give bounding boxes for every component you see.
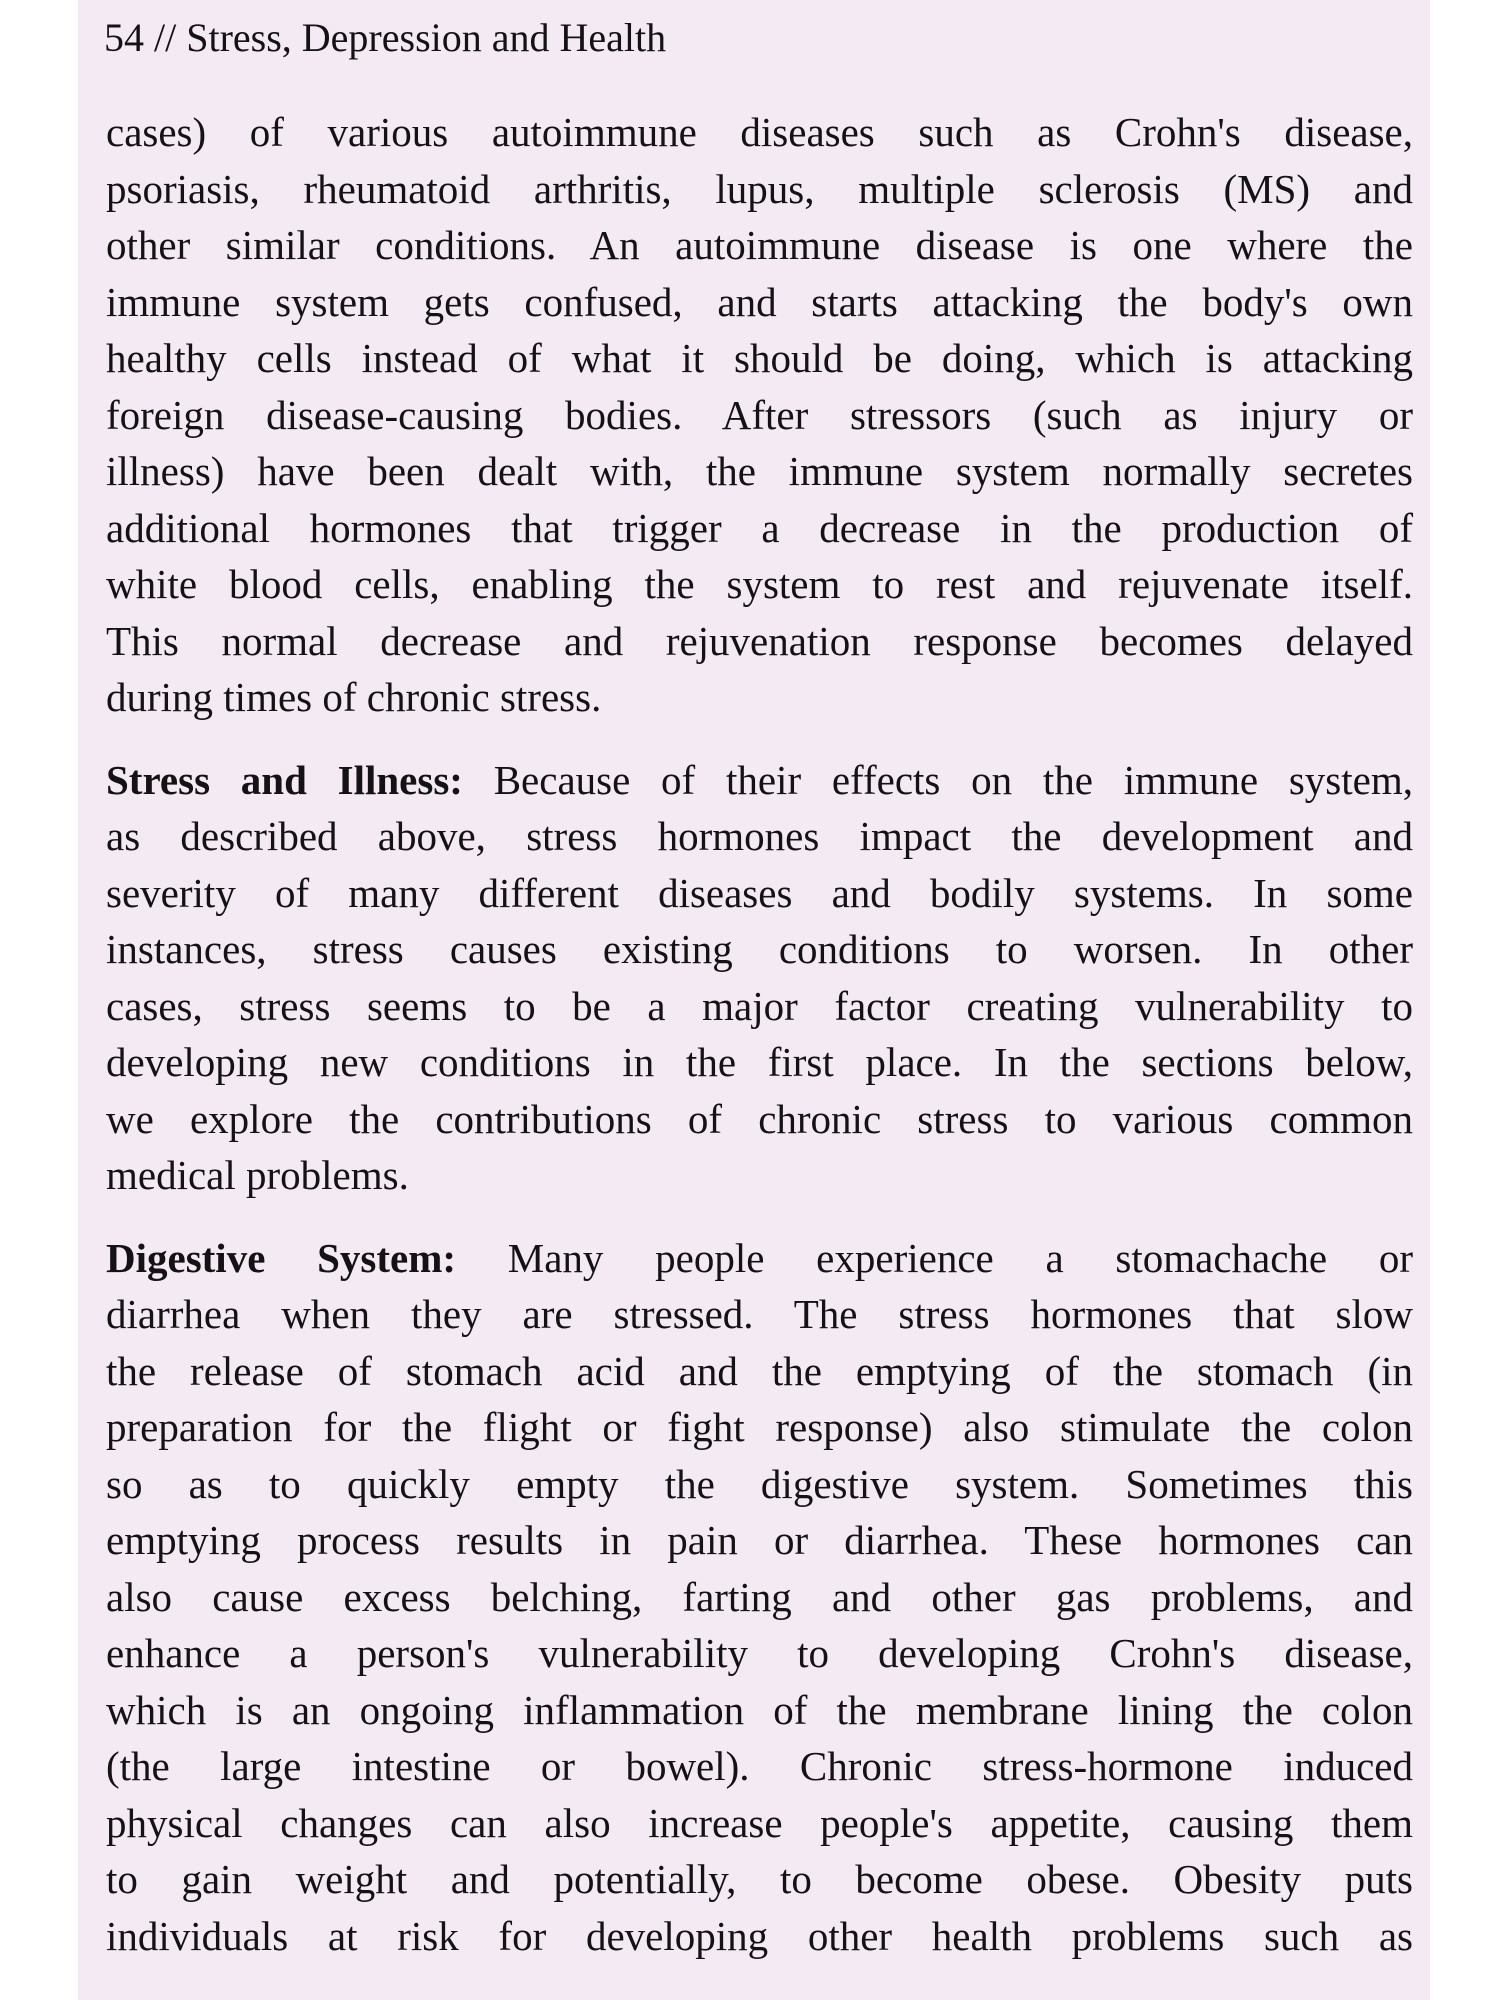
text-line: This normal decrease and rejuvenation response becomes delayed bbox=[106, 617, 1413, 664]
section-heading: Digestive System: bbox=[106, 1234, 457, 1281]
text-line: additional hormones that trigger a decrease in the production of bbox=[106, 504, 1413, 551]
text-line: instances, stress causes existing conditions to worsen. In other bbox=[106, 926, 1413, 972]
text-line: emptying process results in pain or diarrhea. These hormones can bbox=[106, 1517, 1413, 1563]
text-line: so as to quickly empty the digestive system. Sometimes this bbox=[106, 1460, 1413, 1507]
text-line: immune system gets confused, and starts attacking the body's own bbox=[106, 278, 1413, 325]
text-line bbox=[106, 1230, 1413, 1287]
text-line: individuals at risk for developing other health problems such as bbox=[106, 1912, 1413, 1959]
text-line: foreign disease-causing bodies. After stressors (such as injury or bbox=[106, 391, 1413, 438]
text-line: as described above, stress hormones impact the development and bbox=[106, 813, 1413, 859]
paragraph-autoimmune bbox=[106, 104, 1413, 726]
text-line: during times of chronic stress. bbox=[106, 674, 602, 720]
paragraph-digestive-system bbox=[106, 1230, 1413, 1965]
text-line: to gain weight and potentially, to become obese. Obesity puts bbox=[106, 1856, 1413, 1902]
page-body bbox=[106, 104, 1413, 1990]
text-line: we explore the contributions of chronic stress to various common bbox=[106, 1095, 1413, 1142]
text-line: cases) of various autoimmune diseases such as Crohn's disease, bbox=[106, 109, 1413, 155]
text-line: the release of stomach acid and the emptying of the stomach (in bbox=[106, 1347, 1413, 1394]
paragraph-stress-and-illness bbox=[106, 752, 1413, 1204]
text-line: preparation for the flight or fight response) also stimulate the colon bbox=[106, 1404, 1413, 1450]
text-line: (the large intestine or bowel). Chronic stress-hormone induced bbox=[106, 1743, 1413, 1789]
text-line: cases, stress seems to be a major factor creating vulnerability to bbox=[106, 982, 1413, 1029]
text-line: also cause excess belching, farting and other gas problems, and bbox=[106, 1573, 1413, 1620]
text-line: developing new conditions in the first place. In the sections below, bbox=[106, 1039, 1413, 1085]
running-head: 54 // Stress, Depression and Health bbox=[104, 15, 667, 60]
text-run: Many people experience a stomachache or bbox=[456, 1234, 1413, 1281]
text-line: enhance a person's vulnerability to developing Crohn's disease, bbox=[106, 1630, 1413, 1676]
text-line: which is an ongoing inflammation of the membrane lining the colon bbox=[106, 1686, 1413, 1733]
text-line: white blood cells, enabling the system to rest and rejuvenate itself. bbox=[106, 561, 1413, 607]
text-line: other similar conditions. An autoimmune disease is one where the bbox=[106, 222, 1413, 268]
text-line bbox=[106, 752, 1413, 809]
book-page bbox=[78, 0, 1430, 2000]
text-line: healthy cells instead of what it should be doing, which is attacking bbox=[106, 335, 1413, 381]
text-line: severity of many different diseases and bodily systems. In some bbox=[106, 869, 1413, 916]
text-line: physical changes can also increase people's appetite, causing them bbox=[106, 1799, 1413, 1846]
text-line: psoriasis, rheumatoid arthritis, lupus, multiple sclerosis (MS) and bbox=[106, 165, 1413, 212]
text-line: medical problems. bbox=[106, 1152, 409, 1198]
section-heading: Stress and Illness: bbox=[106, 756, 463, 803]
text-line: diarrhea when they are stressed. The stress hormones that slow bbox=[106, 1291, 1413, 1337]
text-line: illness) have been dealt with, the immune system normally secretes bbox=[106, 448, 1413, 494]
text-run: Because of their effects on the immune system, bbox=[462, 756, 1413, 803]
